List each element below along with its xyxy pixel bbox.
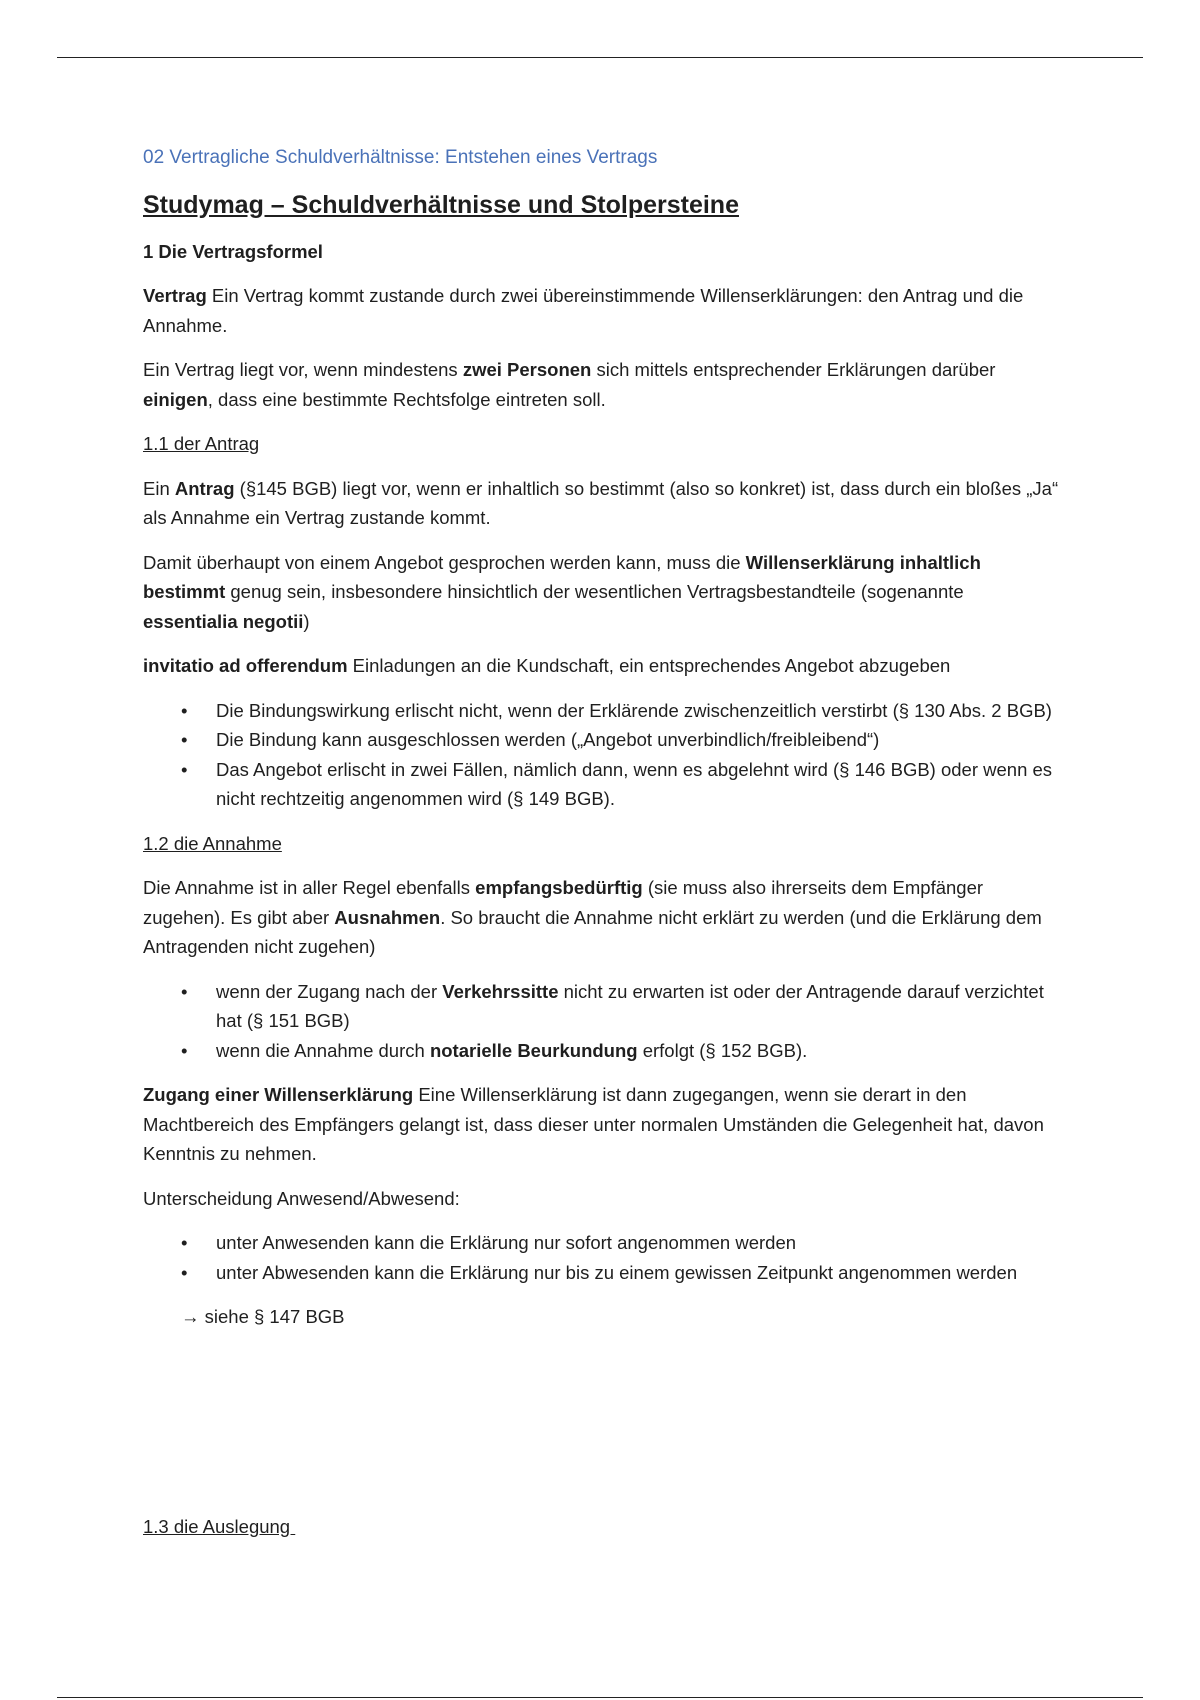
term-empfangsbeduerftig: empfangsbedürftig <box>475 877 643 898</box>
term-willenserklaerung-bestimmt: Willenserklärung inhaltlich bestimmt <box>143 551 981 602</box>
text: Eine Willenserklärung ist dann zugegangen, wenn sie derart in den Machtbereich des Empfängers gelangt ist, dass dieser unter normalen Umständen die Gelegenheit hat, davon Kenntnis zu nehmen. <box>143 1084 1044 1164</box>
text: (sie muss also ihrerseits dem Empfänger zugehen). Es gibt aber <box>143 877 984 928</box>
term-verkehrssitte: Verkehrssitte <box>442 980 559 1002</box>
text: (§145 BGB) liegt vor, wenn er inhaltlich so bestimmt (also so konkret) ist, dass durch ein bloßes „Ja“ als Annahme ein Vertrag zustande kommt. <box>143 477 1059 528</box>
annahme-bullet-list <box>143 977 1063 1066</box>
anwesend-bullet-list <box>143 1228 1063 1287</box>
paragraph-zugang <box>143 1080 1063 1169</box>
term-notarielle-beurkundung: notarielle Beurkundung <box>429 1039 638 1061</box>
text: siehe § 147 BGB <box>199 1306 345 1327</box>
term-essentialia-negotii: essentialia negotii <box>143 610 304 632</box>
paragraph-vertrag-definition <box>143 281 1063 340</box>
list-item <box>143 1036 1063 1066</box>
term-antrag: Antrag <box>174 477 235 499</box>
list-item: • unter Abwesenden kann die Erklärung nur bis zu einem gewissen Zeitpunkt angenommen werden <box>143 1258 1063 1288</box>
text: ) <box>303 610 310 632</box>
paragraph-unterscheidung: Unterscheidung Anwesend/Abwesend: <box>143 1187 460 1209</box>
text: nicht zu erwarten ist oder der Antragende darauf verzichtet hat (§ 151 BGB) <box>216 980 1044 1031</box>
text: Ein <box>143 477 175 499</box>
list-item: • Die Bindung kann ausgeschlossen werden („Angebot unverbindlich/freibleibend“) <box>143 725 1063 755</box>
spacer <box>143 1347 1063 1512</box>
paragraph-angebot-bestimmtheit <box>143 548 1063 637</box>
paragraph-invitatio <box>143 651 1063 681</box>
text: Ein Vertrag kommt zustande durch zwei übereinstimmende Willenserklärungen: den Antrag und die Annahme. <box>143 285 1024 336</box>
text: Einladungen an die Kundschaft, ein entsprechendes Angebot abzugeben <box>347 655 951 676</box>
list-item: • Das Angebot erlischt in zwei Fällen, nämlich dann, wenn es abgelehnt wird (§ 146 BGB) oder wenn es nicht rechtzeitig angenommen wird (§ 149 BGB). <box>143 755 1063 814</box>
antrag-bullet-list <box>143 696 1063 814</box>
heading-vertragsformel: 1 Die Vertragsformel <box>143 240 323 262</box>
text: Die Annahme ist in aller Regel ebenfalls <box>143 877 476 898</box>
heading-annahme: 1.2 die Annahme <box>143 832 282 854</box>
heading-auslegung: 1.3 die Auslegung <box>143 1515 296 1537</box>
list-item: • Die Bindungswirkung erlischt nicht, wenn der Erklärende zwischenzeitlich verstirbt (§ 130 Abs. 2 BGB) <box>143 696 1063 726</box>
term-zwei-personen: zwei Personen <box>462 359 592 380</box>
document-subtitle: 02 Vertragliche Schuldverhältnisse: Entstehen eines Vertrags <box>143 147 658 168</box>
arrow-right-icon: → <box>181 1306 200 1327</box>
paragraph-antrag-definition <box>143 474 1063 533</box>
text: , dass eine bestimmte Rechtsfolge eintreten soll. <box>207 388 606 410</box>
see-reference <box>143 1302 1063 1332</box>
list-item <box>143 977 1063 1036</box>
document-body <box>143 143 1063 1556</box>
paragraph-vertrag-einigung <box>143 355 1063 414</box>
term-ausnahmen: Ausnahmen <box>334 906 441 928</box>
text: genug sein, insbesondere hinsichtlich der wesentlichen Vertragsbestandteile (sogenannte <box>225 581 964 602</box>
text: erfolgt (§ 152 BGB). <box>637 1039 808 1061</box>
list-item: • unter Anwesenden kann die Erklärung nur sofort angenommen werden <box>143 1228 1063 1258</box>
footer-rule <box>57 1697 1143 1698</box>
term-einigen: einigen <box>143 388 208 410</box>
term-zugang-willenserklaerung: Zugang einer Willenserklärung <box>143 1084 414 1105</box>
text: Damit überhaupt von einem Angebot gesprochen werden kann, muss die <box>143 551 746 573</box>
term-invitatio: invitatio ad offerendum <box>143 655 348 676</box>
text: sich mittels entsprechender Erklärungen darüber <box>591 359 996 380</box>
heading-antrag: 1.1 der Antrag <box>143 433 260 454</box>
text: wenn der Zugang nach der <box>216 980 443 1002</box>
text: . So braucht die Annahme nicht erklärt zu werden (und die Erklärung dem Antragenden nicht zugehen) <box>143 906 1042 957</box>
term-vertrag: Vertrag <box>143 285 207 306</box>
text: Ein Vertrag liegt vor, wenn mindestens <box>143 359 463 380</box>
header-rule <box>57 57 1143 58</box>
text: wenn die Annahme durch <box>216 1039 430 1061</box>
paragraph-annahme <box>143 873 1063 962</box>
document-title: Studymag – Schuldverhältnisse und Stolpersteine <box>143 190 739 219</box>
